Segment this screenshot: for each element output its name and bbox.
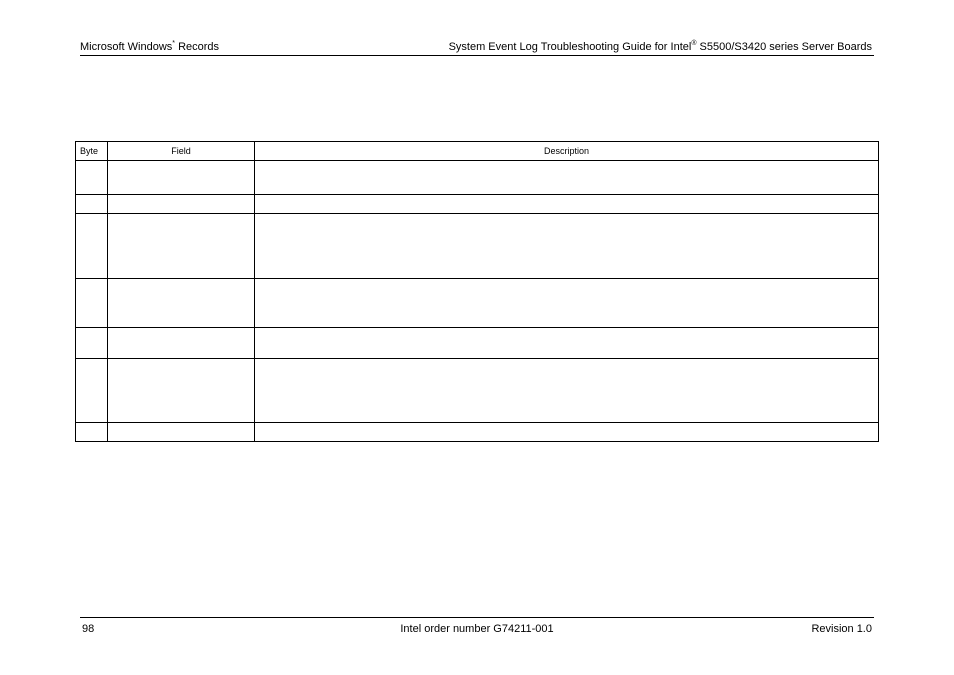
column-header-field: Field	[108, 142, 255, 161]
header-section-title: Microsoft Windows* Records	[80, 40, 220, 53]
cell-description	[255, 214, 879, 279]
cell-field	[108, 161, 255, 195]
cell-byte	[76, 195, 108, 214]
cell-byte	[76, 279, 108, 328]
cell-byte	[76, 423, 108, 442]
page-header	[80, 40, 874, 56]
table-row	[76, 423, 879, 442]
cell-field	[108, 359, 255, 423]
revision-label: Revision 1.0	[811, 623, 872, 635]
cell-field	[108, 328, 255, 359]
table-row	[76, 214, 879, 279]
table-row	[76, 279, 879, 328]
cell-description	[255, 195, 879, 214]
table-header-row	[76, 142, 879, 161]
cell-byte	[76, 214, 108, 279]
cell-byte	[76, 161, 108, 195]
cell-byte	[76, 359, 108, 423]
cell-description	[255, 359, 879, 423]
record-table	[75, 141, 879, 442]
cell-byte	[76, 328, 108, 359]
table-row	[76, 359, 879, 423]
cell-description	[255, 161, 879, 195]
table-row	[76, 328, 879, 359]
column-header-byte: Byte	[76, 142, 108, 161]
table-row	[76, 161, 879, 195]
page-footer	[80, 617, 874, 638]
table-row	[76, 195, 879, 214]
cell-field	[108, 214, 255, 279]
column-header-description: Description	[255, 142, 879, 161]
cell-field	[108, 195, 255, 214]
page-number: 98	[82, 623, 95, 635]
header-document-title: System Event Log Troubleshooting Guide for Intel® S5500/S3420 series Server Boards	[448, 40, 872, 53]
cell-field	[108, 423, 255, 442]
cell-field	[108, 279, 255, 328]
cell-description	[255, 423, 879, 442]
cell-description	[255, 279, 879, 328]
order-number: Intel order number G74211-001	[400, 623, 554, 635]
cell-description	[255, 328, 879, 359]
